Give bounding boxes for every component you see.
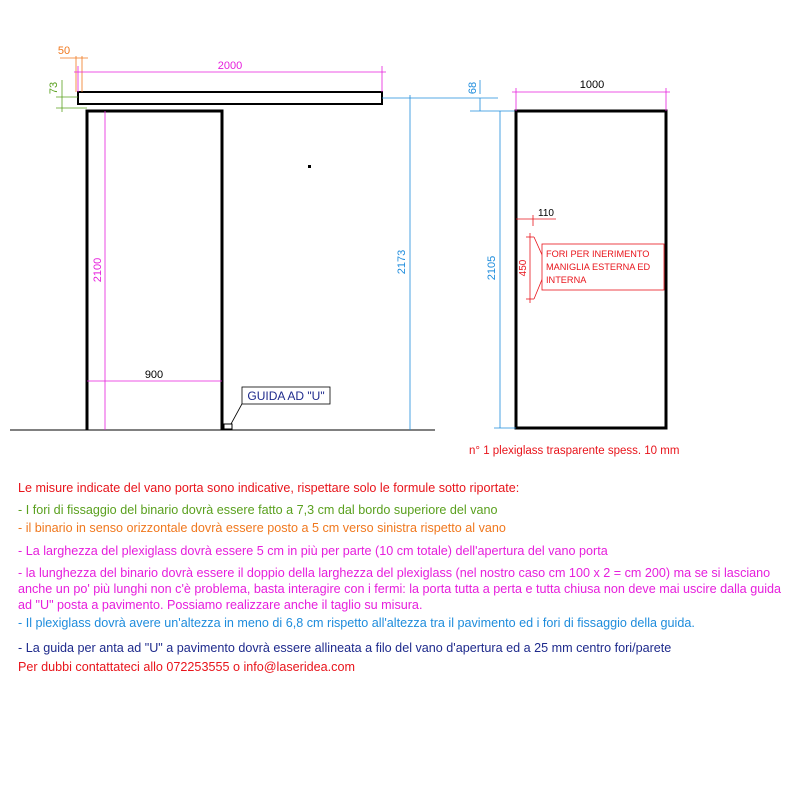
- dim-handle-offset-label: 110: [538, 208, 554, 219]
- dim-panel-width: [512, 88, 670, 111]
- note-rule-3: - La larghezza del plexiglass dovrà essere 5 cm in più per parte (10 cm totale) dell'apertura del vano porta: [18, 544, 608, 558]
- door-opening-frame: [87, 111, 222, 430]
- dim-rail-offset-label: 50: [57, 45, 71, 57]
- u-guide: [224, 424, 232, 429]
- dim-rail-height-label: 73: [48, 81, 60, 95]
- note-rule-6: - La guida per anta ad "U" a pavimento dovrà essere allineata a filo del vano d'apertura ed a 25 mm centro fori/parete: [18, 641, 672, 655]
- marker-dot: [308, 165, 311, 168]
- dim-rail-offset: [60, 56, 88, 92]
- note-rule-2: - il binario in senso orizzontale dovrà essere posto a 5 cm verso sinistra rispetto al vano: [18, 521, 506, 535]
- dim-rail-length-label: 2000: [217, 60, 243, 72]
- guide-leader: [231, 402, 243, 424]
- handle-note-line-3: INTERNA: [546, 275, 587, 285]
- guide-label: GUIDA AD "U": [247, 389, 325, 403]
- dim-opening-width-label: 900: [144, 369, 164, 381]
- note-rule-5: - Il plexiglass dovrà avere un'altezza in meno di 6,8 cm rispetto all'altezza tra il pavimento ed i fori di fissaggio della guida.: [18, 616, 695, 630]
- dim-panel-width-label: 1000: [579, 79, 605, 91]
- handle-note-line-2: MANIGLIA ESTERNA ED: [546, 262, 651, 272]
- note-rule-1: - I fori di fissaggio del binario dovrà essere fatto a 7,3 cm dal bordo superiore del vano: [18, 503, 498, 517]
- panel-caption: n° 1 plexiglass trasparente spess. 10 mm: [469, 445, 680, 457]
- contact-line: Per dubbi contattateci allo 072253555 o info@laseridea.com: [18, 660, 355, 674]
- sliding-rail: [78, 92, 382, 104]
- dim-panel-height-label: 2105: [486, 255, 498, 281]
- dim-handle-spacing-label: 450: [518, 259, 529, 277]
- dim-rail-to-floor-label: 2173: [396, 249, 408, 275]
- dim-guide-gap-label: 68: [467, 81, 479, 95]
- notes-intro: Le misure indicate del vano porta sono indicative, rispettare solo le formule sotto riportate:: [18, 481, 520, 495]
- note-rule-4: - la lunghezza del binario dovrà essere il doppio della larghezza del plexiglass (nel nostro caso cm 100 x 2 = cm 200) ma se si lasciano anche un po' più lunghi non c'è problema, basta interagire con i fermi: la porta tutta a perta e tutta chiusa non deve mai uscire dalla guida ad "U" posta a pavimento. Possiamo realizzare anche il taglio su misura.: [18, 566, 782, 612]
- handle-note-line-1: FORI PER INERIMENTO: [546, 249, 650, 259]
- dim-opening-height-label: 2100: [92, 257, 104, 283]
